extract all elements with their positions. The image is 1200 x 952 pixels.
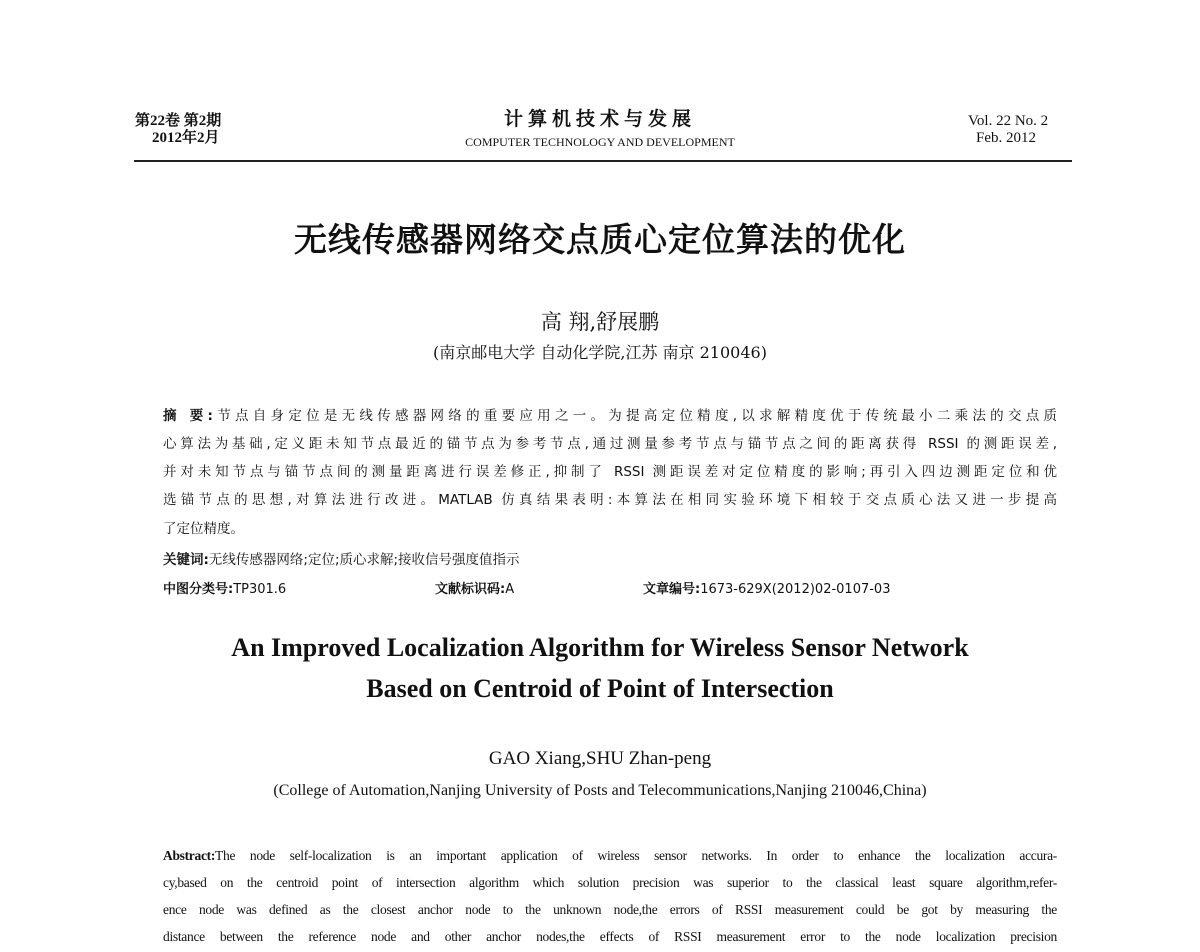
abstract-en-line: distance between the reference node and other anchor nodes,the effects of RSSI measurement error to the node localization precision — [163, 929, 1057, 944]
volume-issue-cn: 第22卷 第2期 — [135, 113, 222, 129]
article-number: 文章编号:1673-629X(2012)02-0107-03 — [643, 582, 891, 597]
date-cn: 2012年2月 — [152, 130, 220, 146]
abstract-en-line: cy,based on the centroid point of intersection algorithm which solution precision was superior to the classical least square algorithm,refer- — [163, 875, 1057, 890]
journal-name-en: COMPUTER TECHNOLOGY AND DEVELOPMENT — [465, 135, 735, 149]
header-rule — [134, 160, 1072, 162]
abstract-cn-line: 选锚节点的思想,对算法进行改进。MATLAB 仿真结果表明:本算法在相同实验环境下相较于交点质心法又进一步提高 — [163, 492, 1057, 508]
title-cn: 无线传感器网络交点质心定位算法的优化 — [294, 220, 906, 259]
affiliation-en: (College of Automation,Nanjing University of Posts and Telecommunications,Nanjing 210046,China) — [273, 782, 927, 799]
header-right — [968, 113, 1048, 147]
abstract-en-line: Abstract:The node self-localization is an important application of wireless sensor networks. In order to enhance the localization accura- — [163, 848, 1057, 863]
affiliation-cn: (南京邮电大学 自动化学院,江苏 南京 210046) — [433, 343, 767, 362]
date-en: Feb. 2012 — [976, 130, 1036, 146]
document-code: 文献标识码:A — [435, 582, 515, 597]
abstract-cn-line: 并对未知节点与锚节点间的测量距离进行误差修正,抑制了 RSSI 测距误差对定位精度的影响;再引入四边测距定位和优 — [163, 464, 1057, 480]
classification-number: 中图分类号:TP301.6 — [163, 582, 287, 597]
abstract-cn-label: 摘 要: — [163, 408, 213, 424]
title-en-line2: Based on Centroid of Point of Intersection — [366, 674, 834, 703]
abstract-en-label: Abstract: — [163, 848, 216, 863]
journal-name-cn: 计算机技术与发展 — [503, 108, 696, 130]
authors-cn: 高 翔,舒展鹏 — [540, 310, 660, 334]
abstract-cn-line: 了定位精度。 — [163, 521, 244, 537]
authors-en: GAO Xiang,SHU Zhan-peng — [488, 748, 712, 769]
volume-issue-en: Vol. 22 No. 2 — [968, 113, 1049, 129]
abstract-cn-line: 摘 要:节点自身定位是无线传感器网络的重要应用之一。为提高定位精度,以求解精度优于传统最小二乘法的交点质 — [163, 408, 1057, 424]
title-en-line1: An Improved Localization Algorithm for Wireless Sensor Network — [231, 633, 969, 662]
keywords: 关键词:无线传感器网络;定位;质心求解;接收信号强度值指示 — [163, 552, 520, 568]
abstract-en-line: ence node was defined as the closest anchor node to the unknown node,the errors of RSSI measurement could be got by measuring the — [163, 902, 1057, 917]
abstract-cn-line: 心算法为基础,定义距未知节点最近的锚节点为参考节点,通过测量参考节点与锚节点之间的距离获得 RSSI 的测距误差, — [163, 436, 1057, 452]
